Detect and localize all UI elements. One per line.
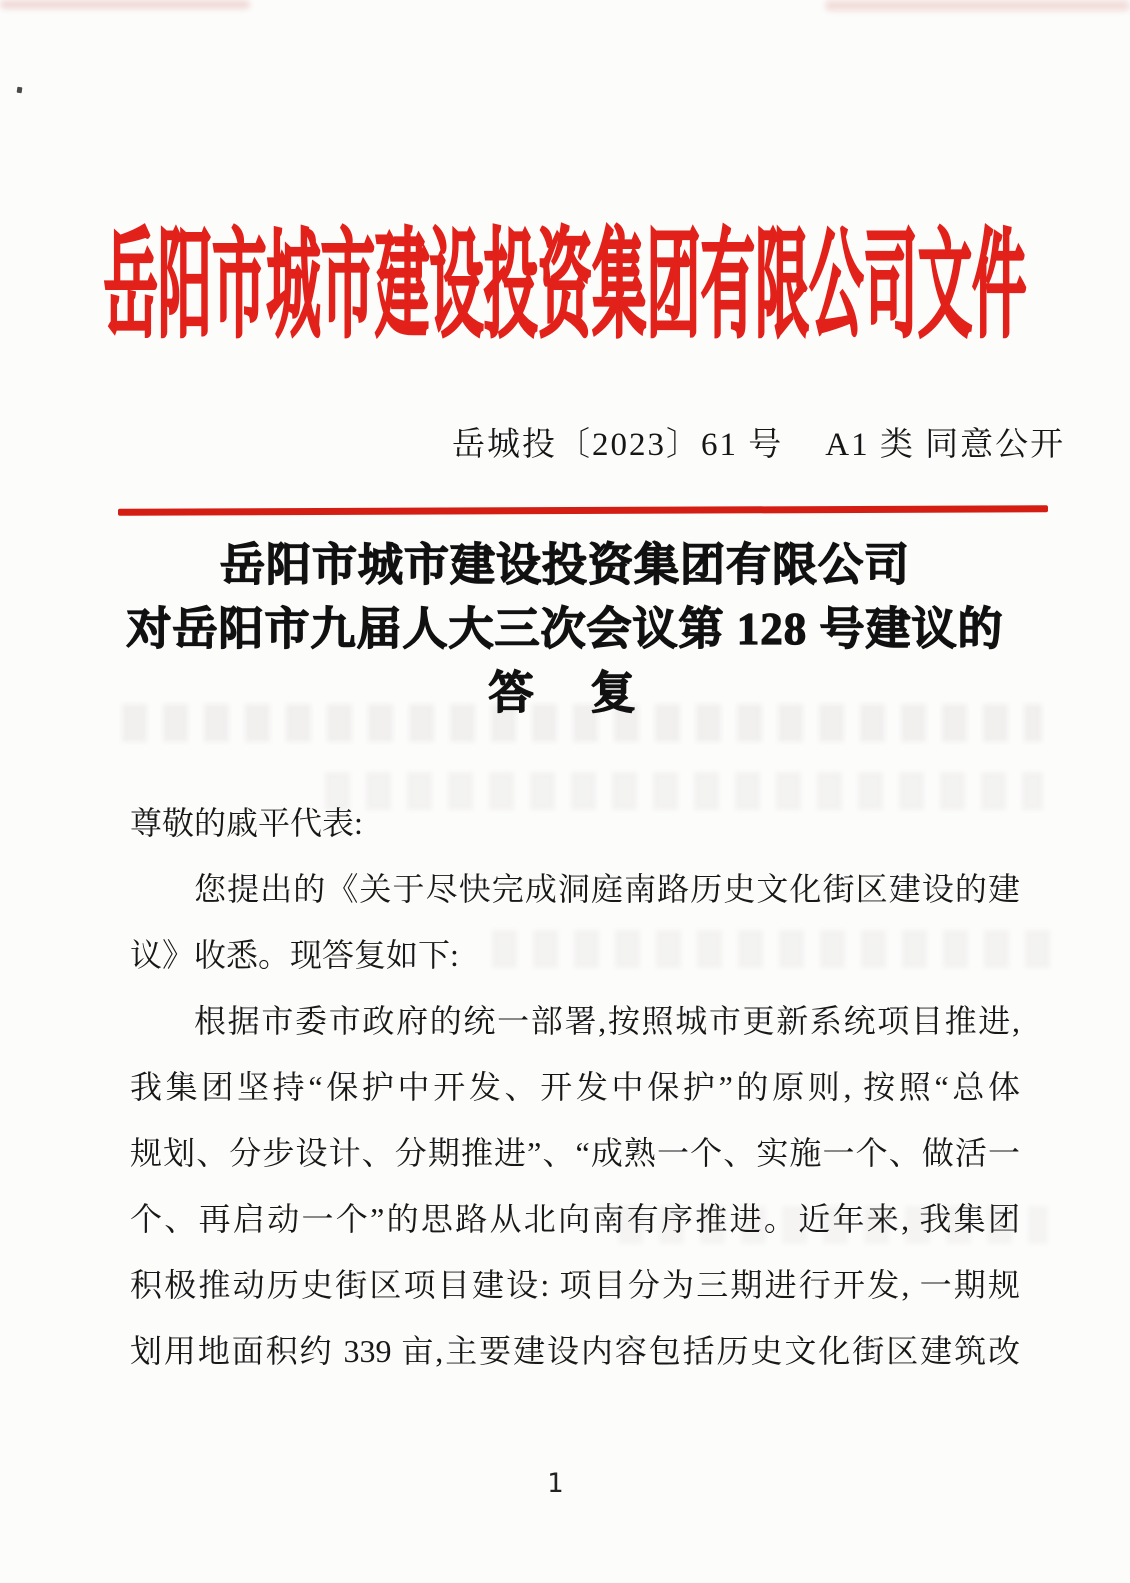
classification-label: A1 类 同意公开 <box>825 427 1066 463</box>
masthead <box>0 222 1130 352</box>
body-line: 议》收悉。现答复如下: <box>130 937 459 973</box>
document-title-line3: 答 复 <box>488 668 642 718</box>
body-line: 规划、分步设计、分期推进”、“成熟一个、实施一个、做活一 <box>130 1135 1020 1171</box>
document-title-line1: 岳阳市城市建设投资集团有限公司 <box>219 540 910 590</box>
scan-smudge-top-left <box>0 0 250 9</box>
red-divider-rule <box>118 505 1048 516</box>
body-line: 个、再启动一个”的思路从北向南有序推进。近年来, 我集团 <box>130 1201 1020 1237</box>
letter-body <box>130 790 1020 1384</box>
masthead-title: 岳阳市城市建设投资集团有限公司文件 <box>103 221 1027 352</box>
scan-speck <box>17 87 23 94</box>
document-number: 岳城投〔2023〕61 号 <box>452 427 784 463</box>
document-title-line2: 对岳阳市九届人大三次会议第 128 号建议的 <box>126 604 1004 654</box>
salutation: 尊敬的戚平代表: <box>130 805 363 841</box>
body-line: 根据市委市政府的统一部署,按照城市更新系统项目推进, <box>194 1003 1020 1039</box>
body-line: 您提出的《关于尽快完成洞庭南路历史文化街区建设的建 <box>194 871 1020 907</box>
document-meta-line <box>452 418 1065 465</box>
page-number: 1 <box>546 1468 564 1499</box>
scan-smudge-top-right <box>825 0 1130 11</box>
body-line: 我集团坚持“保护中开发、开发中保护”的原则, 按照“总体 <box>130 1069 1020 1105</box>
body-line: 积极推动历史街区项目建设: 项目分为三期进行开发, 一期规 <box>130 1267 1020 1303</box>
document-title <box>65 533 1065 725</box>
body-line: 划用地面积约 339 亩,主要建设内容包括历史文化街区建筑改 <box>130 1333 1020 1369</box>
